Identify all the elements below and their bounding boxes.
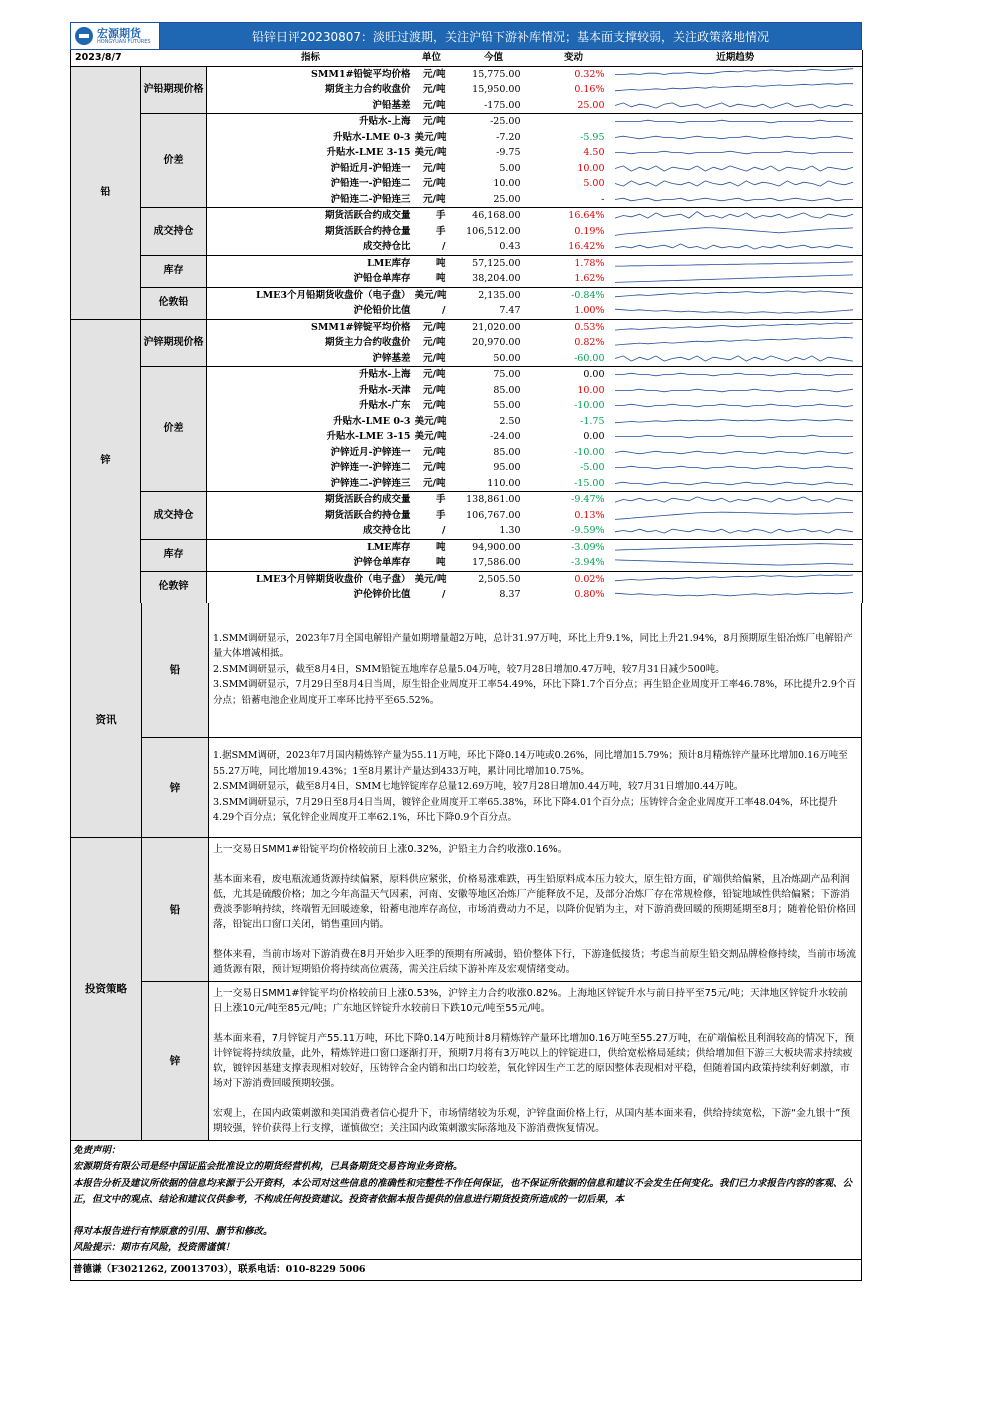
indicator-name: 沪铅近月-沪铅连一 — [330, 162, 411, 174]
trend-line — [615, 244, 853, 249]
change-value: 10.00 — [577, 162, 605, 174]
trend-line — [615, 68, 853, 74]
indicator-name: 升贴水-上海 — [207, 114, 415, 130]
trend-sparkline — [609, 192, 859, 207]
group-label: 沪锌期现价格 — [141, 319, 207, 367]
indicator-unit: 美元/吨 — [414, 147, 447, 158]
group-label: 伦敦铅 — [141, 287, 207, 319]
change-value — [539, 114, 609, 130]
change-value: 25.00 — [577, 99, 605, 111]
trend-line — [615, 512, 853, 519]
indicator-unit: 吨 — [415, 539, 449, 555]
trend-cell — [609, 571, 863, 587]
trend-cell — [609, 208, 863, 224]
trend-line — [615, 103, 853, 108]
current-value: 57,125.00 — [449, 255, 539, 271]
change-value: 0.16% — [574, 84, 605, 95]
change-value: 10.00 — [577, 384, 605, 396]
trend-line — [615, 151, 853, 154]
change-value: 5.00 — [583, 178, 605, 189]
change-value: 0.00 — [583, 431, 605, 442]
current-value: 2,505.50 — [449, 571, 539, 587]
current-value: -24.00 — [490, 431, 521, 442]
current-value: 55.00 — [493, 400, 521, 411]
current-value: 38,204.00 — [472, 273, 521, 284]
indicator-name: 沪铅基差 — [372, 99, 411, 111]
trend-sparkline — [609, 540, 859, 555]
trend-line — [615, 419, 853, 422]
current-value: 20,970.00 — [472, 337, 521, 348]
indicator-unit: 美元/吨 — [414, 415, 447, 427]
trend-line — [615, 120, 853, 123]
indicator-unit: 元/吨 — [423, 193, 446, 205]
trend-line — [615, 482, 853, 485]
trend-cell — [609, 114, 863, 130]
change-value: -9.59% — [571, 525, 605, 536]
trend-cell — [609, 367, 863, 383]
table-row — [71, 66, 863, 82]
trend-sparkline — [609, 367, 859, 382]
strategy-lead — [142, 838, 861, 981]
col-unit: 单位 — [422, 52, 442, 63]
trend-sparkline — [609, 429, 859, 444]
indicator-unit: 元/吨 — [415, 66, 449, 82]
trend-cell — [609, 383, 863, 399]
current-value: 17,586.00 — [472, 557, 521, 568]
indicator-name: SMM1#锌锭平均价格 — [207, 319, 415, 335]
group-label: 价差 — [141, 367, 207, 492]
trend-cell — [609, 555, 863, 571]
change-value: -3.94% — [571, 557, 605, 568]
current-value: 85.00 — [493, 446, 521, 458]
indicator-unit: 美元/吨 — [414, 131, 447, 143]
current-value: 106,767.00 — [466, 509, 521, 521]
trend-cell — [609, 145, 863, 161]
table-row — [71, 255, 863, 271]
current-value: -25.00 — [449, 114, 539, 130]
change-value: -15.00 — [574, 477, 605, 489]
trend-sparkline — [609, 114, 859, 129]
info-label: 资讯 — [71, 603, 142, 837]
indicator-name: 沪锌近月-沪锌连一 — [330, 446, 411, 458]
change-value: -10.00 — [574, 400, 605, 411]
indicator-unit: 吨 — [436, 557, 446, 568]
trend-sparkline — [609, 351, 859, 366]
market-data-table — [70, 50, 863, 603]
report-date: 2023/8/7 — [71, 50, 207, 66]
trend-cell — [609, 98, 863, 114]
trend-sparkline — [609, 288, 859, 303]
change-value: -5.00 — [580, 462, 605, 473]
current-value: 94,900.00 — [449, 539, 539, 555]
indicator-name: 成交持仓比 — [363, 525, 411, 536]
trend-line — [615, 227, 853, 235]
trend-sparkline — [609, 523, 859, 538]
indicator-name: 沪锌连一-沪锌连二 — [330, 462, 411, 473]
group-label: 沪铅期现价格 — [141, 66, 207, 114]
indicator-name: 沪铅仓单库存 — [353, 273, 411, 284]
change-value: 16.64% — [539, 208, 609, 224]
trend-line — [615, 373, 853, 376]
change-value: 0.32% — [539, 66, 609, 82]
metal-label: 锌 — [71, 319, 141, 603]
trend-cell — [609, 523, 863, 539]
trend-cell — [609, 239, 863, 255]
trend-line — [615, 84, 853, 91]
indicator-unit: 美元/吨 — [414, 431, 447, 442]
trend-sparkline — [609, 555, 859, 570]
current-value: 8.37 — [499, 589, 521, 600]
indicator-unit: 元/吨 — [415, 367, 449, 383]
trend-line — [615, 404, 853, 407]
trend-line — [615, 356, 853, 361]
indicator-unit: 元/吨 — [423, 477, 446, 489]
strategy-zinc-label: 锌 — [142, 982, 209, 1140]
indicator-name: LME3个月锌期货收盘价（电子盘） — [207, 571, 415, 587]
change-value: 0.53% — [539, 319, 609, 335]
change-value: 0.82% — [574, 337, 605, 348]
indicator-unit: 美元/吨 — [415, 287, 449, 303]
logo-name-cn: 宏源期货 — [97, 26, 141, 40]
change-value: -1.75 — [580, 415, 605, 427]
trend-sparkline — [609, 161, 859, 176]
table-row — [71, 492, 863, 508]
current-value: 21,020.00 — [449, 319, 539, 335]
indicator-name: LME库存 — [207, 539, 415, 555]
change-value: -3.09% — [539, 539, 609, 555]
indicator-name: 升贴水-LME 3-15 — [326, 431, 411, 442]
trend-sparkline — [609, 98, 859, 113]
current-value: 15,950.00 — [472, 84, 521, 95]
group-label: 价差 — [141, 114, 207, 208]
report-header — [70, 22, 862, 50]
trend-line — [615, 529, 853, 533]
indicator-name: 成交持仓比 — [363, 241, 411, 252]
indicator-name: LME库存 — [207, 255, 415, 271]
change-value: -9.47% — [539, 492, 609, 508]
indicator-name: 期货活跃合约成交量 — [207, 208, 415, 224]
current-value: 10.00 — [493, 178, 521, 189]
trend-cell — [609, 587, 863, 603]
indicator-name: 沪铅连二-沪铅连三 — [330, 193, 411, 205]
trend-cell — [609, 287, 863, 303]
indicator-unit: 元/吨 — [415, 114, 449, 130]
trend-sparkline — [609, 460, 859, 475]
trend-cell — [609, 176, 863, 192]
info-zinc — [142, 737, 861, 837]
trend-line — [615, 262, 853, 266]
current-value: 85.00 — [493, 384, 521, 396]
change-value: 0.02% — [539, 571, 609, 587]
trend-sparkline — [609, 303, 859, 318]
indicator-unit: 手 — [415, 208, 449, 224]
indicator-unit: 元/吨 — [423, 384, 446, 396]
indicator-unit: 吨 — [415, 255, 449, 271]
current-value: 15,775.00 — [449, 66, 539, 82]
change-value: 1.62% — [574, 273, 605, 284]
indicator-unit: 元/吨 — [423, 162, 446, 174]
indicator-name: LME3个月铅期货收盘价（电子盘） — [207, 287, 415, 303]
trend-cell — [609, 66, 863, 82]
current-value: 1.30 — [499, 525, 521, 536]
change-value: -60.00 — [574, 352, 605, 364]
strategy-label: 投资策略 — [71, 838, 142, 1140]
trend-sparkline — [609, 383, 859, 398]
trend-sparkline — [609, 208, 859, 223]
table-row — [71, 208, 863, 224]
trend-line — [615, 181, 853, 186]
indicator-unit: 元/吨 — [423, 462, 446, 473]
trend-line — [615, 212, 853, 219]
indicator-unit: 元/吨 — [423, 337, 446, 348]
trend-cell — [609, 161, 863, 177]
indicator-name: 期货主力合约收盘价 — [325, 337, 411, 348]
info-section — [70, 603, 862, 838]
change-value: 16.42% — [568, 241, 605, 252]
indicator-unit: 元/吨 — [423, 446, 446, 458]
col-indicator: 指标 — [301, 52, 321, 63]
trend-sparkline — [609, 572, 859, 587]
trend-sparkline — [609, 176, 859, 191]
trend-line — [615, 198, 853, 201]
indicator-name: 沪锌仓单库存 — [353, 557, 411, 568]
current-value: 25.00 — [493, 193, 521, 205]
analyst-contact: 普德谦（F3021262, Z0013703），联系电话：010-8229 5006 — [70, 1260, 862, 1281]
table-row — [71, 367, 863, 383]
indicator-unit: 美元/吨 — [415, 571, 449, 587]
trend-line — [615, 543, 853, 550]
table-row — [71, 571, 863, 587]
trend-sparkline — [609, 271, 859, 286]
report-title: 铅锌日评20230807：淡旺过渡期，关注沪铅下游补库情况；基本面支撑较弱，关注政策落地情况 — [251, 29, 770, 44]
trend-sparkline — [609, 130, 859, 145]
indicator-unit: / — [442, 305, 446, 316]
trend-cell — [609, 508, 863, 524]
change-value: - — [601, 193, 605, 205]
current-value: 5.00 — [499, 162, 521, 174]
indicator-name: 升贴水-LME 0-3 — [333, 415, 411, 427]
indicator-unit: 元/吨 — [415, 319, 449, 335]
info-lead-label: 铅 — [142, 603, 209, 737]
trend-cell — [609, 319, 863, 335]
change-value: -10.00 — [574, 446, 605, 458]
trend-line — [615, 166, 853, 171]
table-row — [71, 539, 863, 555]
trend-sparkline — [609, 320, 859, 335]
trend-line — [615, 323, 853, 330]
group-label: 库存 — [141, 539, 207, 571]
metal-label: 铅 — [71, 66, 141, 319]
indicator-name: 沪铅连一-沪铅连二 — [330, 178, 411, 189]
table-row — [71, 114, 863, 130]
trend-sparkline — [609, 239, 859, 254]
col-change: 变动 — [564, 52, 584, 63]
indicator-unit: 元/吨 — [423, 352, 446, 364]
indicator-unit: / — [442, 589, 446, 600]
indicator-unit: 手 — [436, 509, 446, 521]
current-value: 106,512.00 — [466, 225, 521, 237]
trend-cell — [609, 335, 863, 351]
trend-sparkline — [609, 67, 859, 82]
current-value: 2,135.00 — [449, 287, 539, 303]
indicator-name: SMM1#铅锭平均价格 — [207, 66, 415, 82]
indicator-unit: 元/吨 — [423, 178, 446, 189]
current-value: 138,861.00 — [449, 492, 539, 508]
info-zinc-label: 锌 — [142, 738, 209, 837]
report-page — [70, 22, 862, 1281]
group-label: 伦敦锌 — [141, 571, 207, 603]
trend-line — [615, 435, 853, 438]
indicator-name: 升贴水-LME 3-15 — [326, 147, 411, 158]
indicator-name: 升贴水-上海 — [207, 367, 415, 383]
change-value: -5.95 — [580, 131, 605, 143]
trend-sparkline — [609, 445, 859, 460]
current-value: -7.20 — [496, 131, 521, 143]
trend-line — [615, 291, 853, 297]
trend-sparkline — [609, 476, 859, 491]
current-value: 2.50 — [499, 415, 521, 427]
trend-line — [615, 338, 853, 346]
trend-cell — [609, 476, 863, 492]
change-value: 0.13% — [574, 509, 605, 521]
trend-cell — [609, 224, 863, 240]
info-lead-text: 1.SMM调研显示，2023年7月全国电解铅产量如期增量超2万吨，总计31.97万吨，环比上升9.1%，同比上升21.94%，8月预期原生铅冶炼厂电解铅产量大体增减相抵。 2.SMM调研显示，截至8月4日，SMM铅锭五地库存总量5.04万吨，较7月28日增加0.47万吨，较7月31日减少500吨。 3.SMM调研显示，7月29日至8月4日当周，原生铅企业周度开工率54.49%，环比下降1.7个百分点；再生铅企业周度开工率46.78%，环比提升2.9个百分点；铅蓄电池企业周度开工率环比持平至65.52%。 — [213, 632, 856, 706]
trend-line — [615, 275, 853, 283]
trend-cell — [609, 460, 863, 476]
current-value: -9.75 — [496, 147, 521, 158]
trend-cell — [609, 539, 863, 555]
group-label: 成交持仓 — [141, 492, 207, 540]
trend-cell — [609, 445, 863, 461]
trend-sparkline — [609, 508, 859, 523]
trend-sparkline — [609, 224, 859, 239]
table-row — [71, 287, 863, 303]
indicator-unit: 手 — [436, 225, 446, 237]
trend-line — [615, 389, 853, 392]
trend-cell — [609, 398, 863, 414]
info-lead — [142, 603, 861, 737]
current-value: 75.00 — [449, 367, 539, 383]
indicator-unit: 手 — [415, 492, 449, 508]
current-value: 0.43 — [499, 241, 521, 252]
indicator-name: 升贴水-广东 — [359, 400, 411, 411]
indicator-name: 期货活跃合约持仓量 — [325, 225, 411, 237]
indicator-unit: / — [442, 525, 446, 536]
indicator-name: 期货活跃合约持仓量 — [325, 509, 411, 521]
trend-cell — [609, 192, 863, 208]
logo-icon — [75, 27, 93, 45]
current-value: 110.00 — [487, 477, 521, 489]
disclaimer: 免责声明： 宏源期货有限公司是经中国证监会批准设立的期货经营机构，已具备期货交易咨询业务资格。 本报告分析及建议所依据的信息均来源于公开资料，本公司对这些信息的准确性和完整性不作任何保证，也不保证所依据的信息和建议不会发生任何变化。我们已力求报告内容的客观、公正，但文中的观点、结论和建议仅供参考，不构成任何投资建议。投资者依据本报告提供的信息进行期货投资所造成的一切后果，本 得对本报告进行有悖原意的引用、删节和修改。 风险提示：期市有风险，投资需谨慎！ — [70, 1141, 862, 1260]
disclaimer-title: 免责声明： — [73, 1144, 121, 1156]
current-value: 7.47 — [499, 305, 521, 316]
current-value: 46,168.00 — [449, 208, 539, 224]
trend-line — [615, 309, 853, 313]
trend-cell — [609, 492, 863, 508]
current-value: 95.00 — [493, 462, 521, 473]
trend-line — [615, 136, 853, 139]
change-value: 0.19% — [574, 225, 605, 237]
risk-warning: 风险提示：期市有风险，投资需谨慎！ — [73, 1242, 235, 1253]
current-value: 50.00 — [493, 352, 521, 364]
indicator-unit: 元/吨 — [423, 84, 446, 95]
indicator-name: 沪伦锌价比值 — [353, 589, 411, 600]
company-logo — [71, 23, 160, 49]
change-value: 0.80% — [574, 589, 605, 600]
trend-sparkline — [609, 492, 859, 507]
change-value: 4.50 — [583, 147, 605, 158]
group-label: 成交持仓 — [141, 208, 207, 256]
indicator-name: 升贴水-LME 0-3 — [333, 131, 411, 143]
trend-line — [615, 593, 853, 596]
trend-cell — [609, 351, 863, 367]
trend-cell — [609, 414, 863, 430]
indicator-unit: / — [442, 241, 446, 252]
trend-sparkline — [609, 145, 859, 160]
indicator-name: 沪锌连二-沪锌连三 — [330, 477, 411, 489]
current-value: -175.00 — [484, 99, 521, 111]
logo-name-en: HONGYUAN FUTURES — [97, 38, 151, 45]
change-value: 1.00% — [574, 305, 605, 316]
strategy-lead-text: 上一交易日SMM1#铅锭平均价格较前日上涨0.32%，沪铅主力合约收涨0.16%。 基本面来看，废电瓶流通货源持续偏紧，原料供应紧张，价格易涨难跌，再生铅原料成本压力较大，原生铅方面，矿端供给偏紧，且冶炼副产品利润低，尤其是硫酸价格；加之今年高温天气因素，河南、安徽等地区冶炼厂产能释放不足，及部分冶炼厂存在常规检修，铅锭地域性供给偏紧；下游消费淡季影响持续，终端暂无回暖迹象，铅蓄电池库存高位，市场消费动力不足，以降价促销为主，对下游消费回暖的预期延期至8月；随着伦铅价格回落，铅锭出口窗口关闭，销售重回内销。 整体来看，当前市场对下游消费在8月开始步入旺季的预期有所减弱，铅价整体下行，下游逢低接货；考虑当前原生铅交割品牌检修持续，当前市场流通货源有限，预计短期铅价将持续高位震荡，需关注后续下游补库及宏观情绪变动。 — [213, 843, 857, 975]
trend-sparkline — [609, 82, 859, 97]
col-trend: 近期趋势 — [609, 50, 863, 66]
table-header-row — [71, 50, 863, 66]
strategy-zinc — [142, 981, 861, 1140]
trend-sparkline — [609, 414, 859, 429]
trend-cell — [609, 271, 863, 287]
indicator-name: 沪锌基差 — [372, 352, 411, 364]
indicator-unit: 元/吨 — [423, 400, 446, 411]
indicator-name: 升贴水-天津 — [359, 384, 411, 396]
trend-line — [615, 575, 853, 581]
trend-line — [615, 451, 853, 454]
trend-sparkline — [609, 587, 859, 602]
trend-cell — [609, 429, 863, 445]
group-label: 库存 — [141, 255, 207, 287]
col-value: 今值 — [484, 52, 504, 63]
indicator-unit: 元/吨 — [423, 99, 446, 111]
indicator-name: 沪伦铅价比值 — [353, 305, 411, 316]
trend-sparkline — [609, 256, 859, 271]
strategy-zinc-text: 上一交易日SMM1#锌锭平均价格较前日上涨0.53%，沪锌主力合约收涨0.82%。上海地区锌锭升水与前日持平至75元/吨；天津地区锌锭升水较前日上涨10元/吨至85元/吨；广东地区锌锭升水较前日下跌10元/吨至55元/吨。 基本面来看，7月锌锭月产55.11万吨，环比下降0.14万吨预计8月精炼锌产量环比增加0.16万吨至55.27万吨，在矿端偏松且利润较高的情况下，预计锌锭将持续放量，此外，精炼锌进口窗口逐渐打开，预期7月将有3万吨以上的锌锭进口，供给宽松格局延续；供给增加但下游三大板块需求持续疲软，镀锌因基建支撑表现相对较好，压铸锌合金内销和出口均较差，氧化锌因生产工艺的原因整体表现相对平稳，但随着国内政策持续利好刺激，市场对下游消费回暖预期较强。 宏观上，在国内政策刺激和美国消费者信心提升下，市场情绪较为乐观，沪锌盘面价格上行，从国内基本面来看，供给持续宽松，下游“金九银十”预期较强，锌价获得上行支撑，谨慎做空；关注国内政策刺激实际落地及下游消费恢复情况。 — [213, 987, 855, 1134]
strategy-lead-label: 铅 — [142, 838, 209, 981]
change-value: 0.00 — [539, 367, 609, 383]
change-value: 1.78% — [539, 255, 609, 271]
trend-line — [615, 497, 853, 502]
trend-sparkline — [609, 398, 859, 413]
trend-cell — [609, 82, 863, 98]
info-zinc-text: 1.据SMM调研，2023年7月国内精炼锌产量为55.11万吨，环比下降0.14万吨或0.26%，同比增加15.79%；预计8月精炼锌产量环比增加0.16万吨至55.27万吨，同比增加19.43%；1至8月累计产量达到433万吨，累计同比增加10.75%。 2.SMM调研显示，截至8月4日，SMM七地锌锭库存总量12.69万吨，较7月28日增加0.44万吨，较7月31日增加0.44万吨。 3.SMM调研显示，7月29日至8月4日当周，镀锌企业周度开工率65.38%，环比下降4.01个百分点；压铸锌合金企业周度开工率48.04%，环比提升4.29个百分点；氧化锌企业周度开工率62.1%，环比下降0.9个百分点。 — [213, 750, 848, 824]
strategy-section — [70, 838, 862, 1141]
trend-line — [615, 560, 853, 565]
table-row — [71, 319, 863, 335]
indicator-unit: 吨 — [436, 273, 446, 284]
trend-cell — [609, 255, 863, 271]
trend-sparkline — [609, 335, 859, 350]
change-value: -0.84% — [539, 287, 609, 303]
indicator-name: 期货主力合约收盘价 — [325, 84, 411, 95]
trend-cell — [609, 303, 863, 319]
indicator-name: 期货活跃合约成交量 — [207, 492, 415, 508]
trend-cell — [609, 130, 863, 146]
trend-line — [615, 466, 853, 469]
